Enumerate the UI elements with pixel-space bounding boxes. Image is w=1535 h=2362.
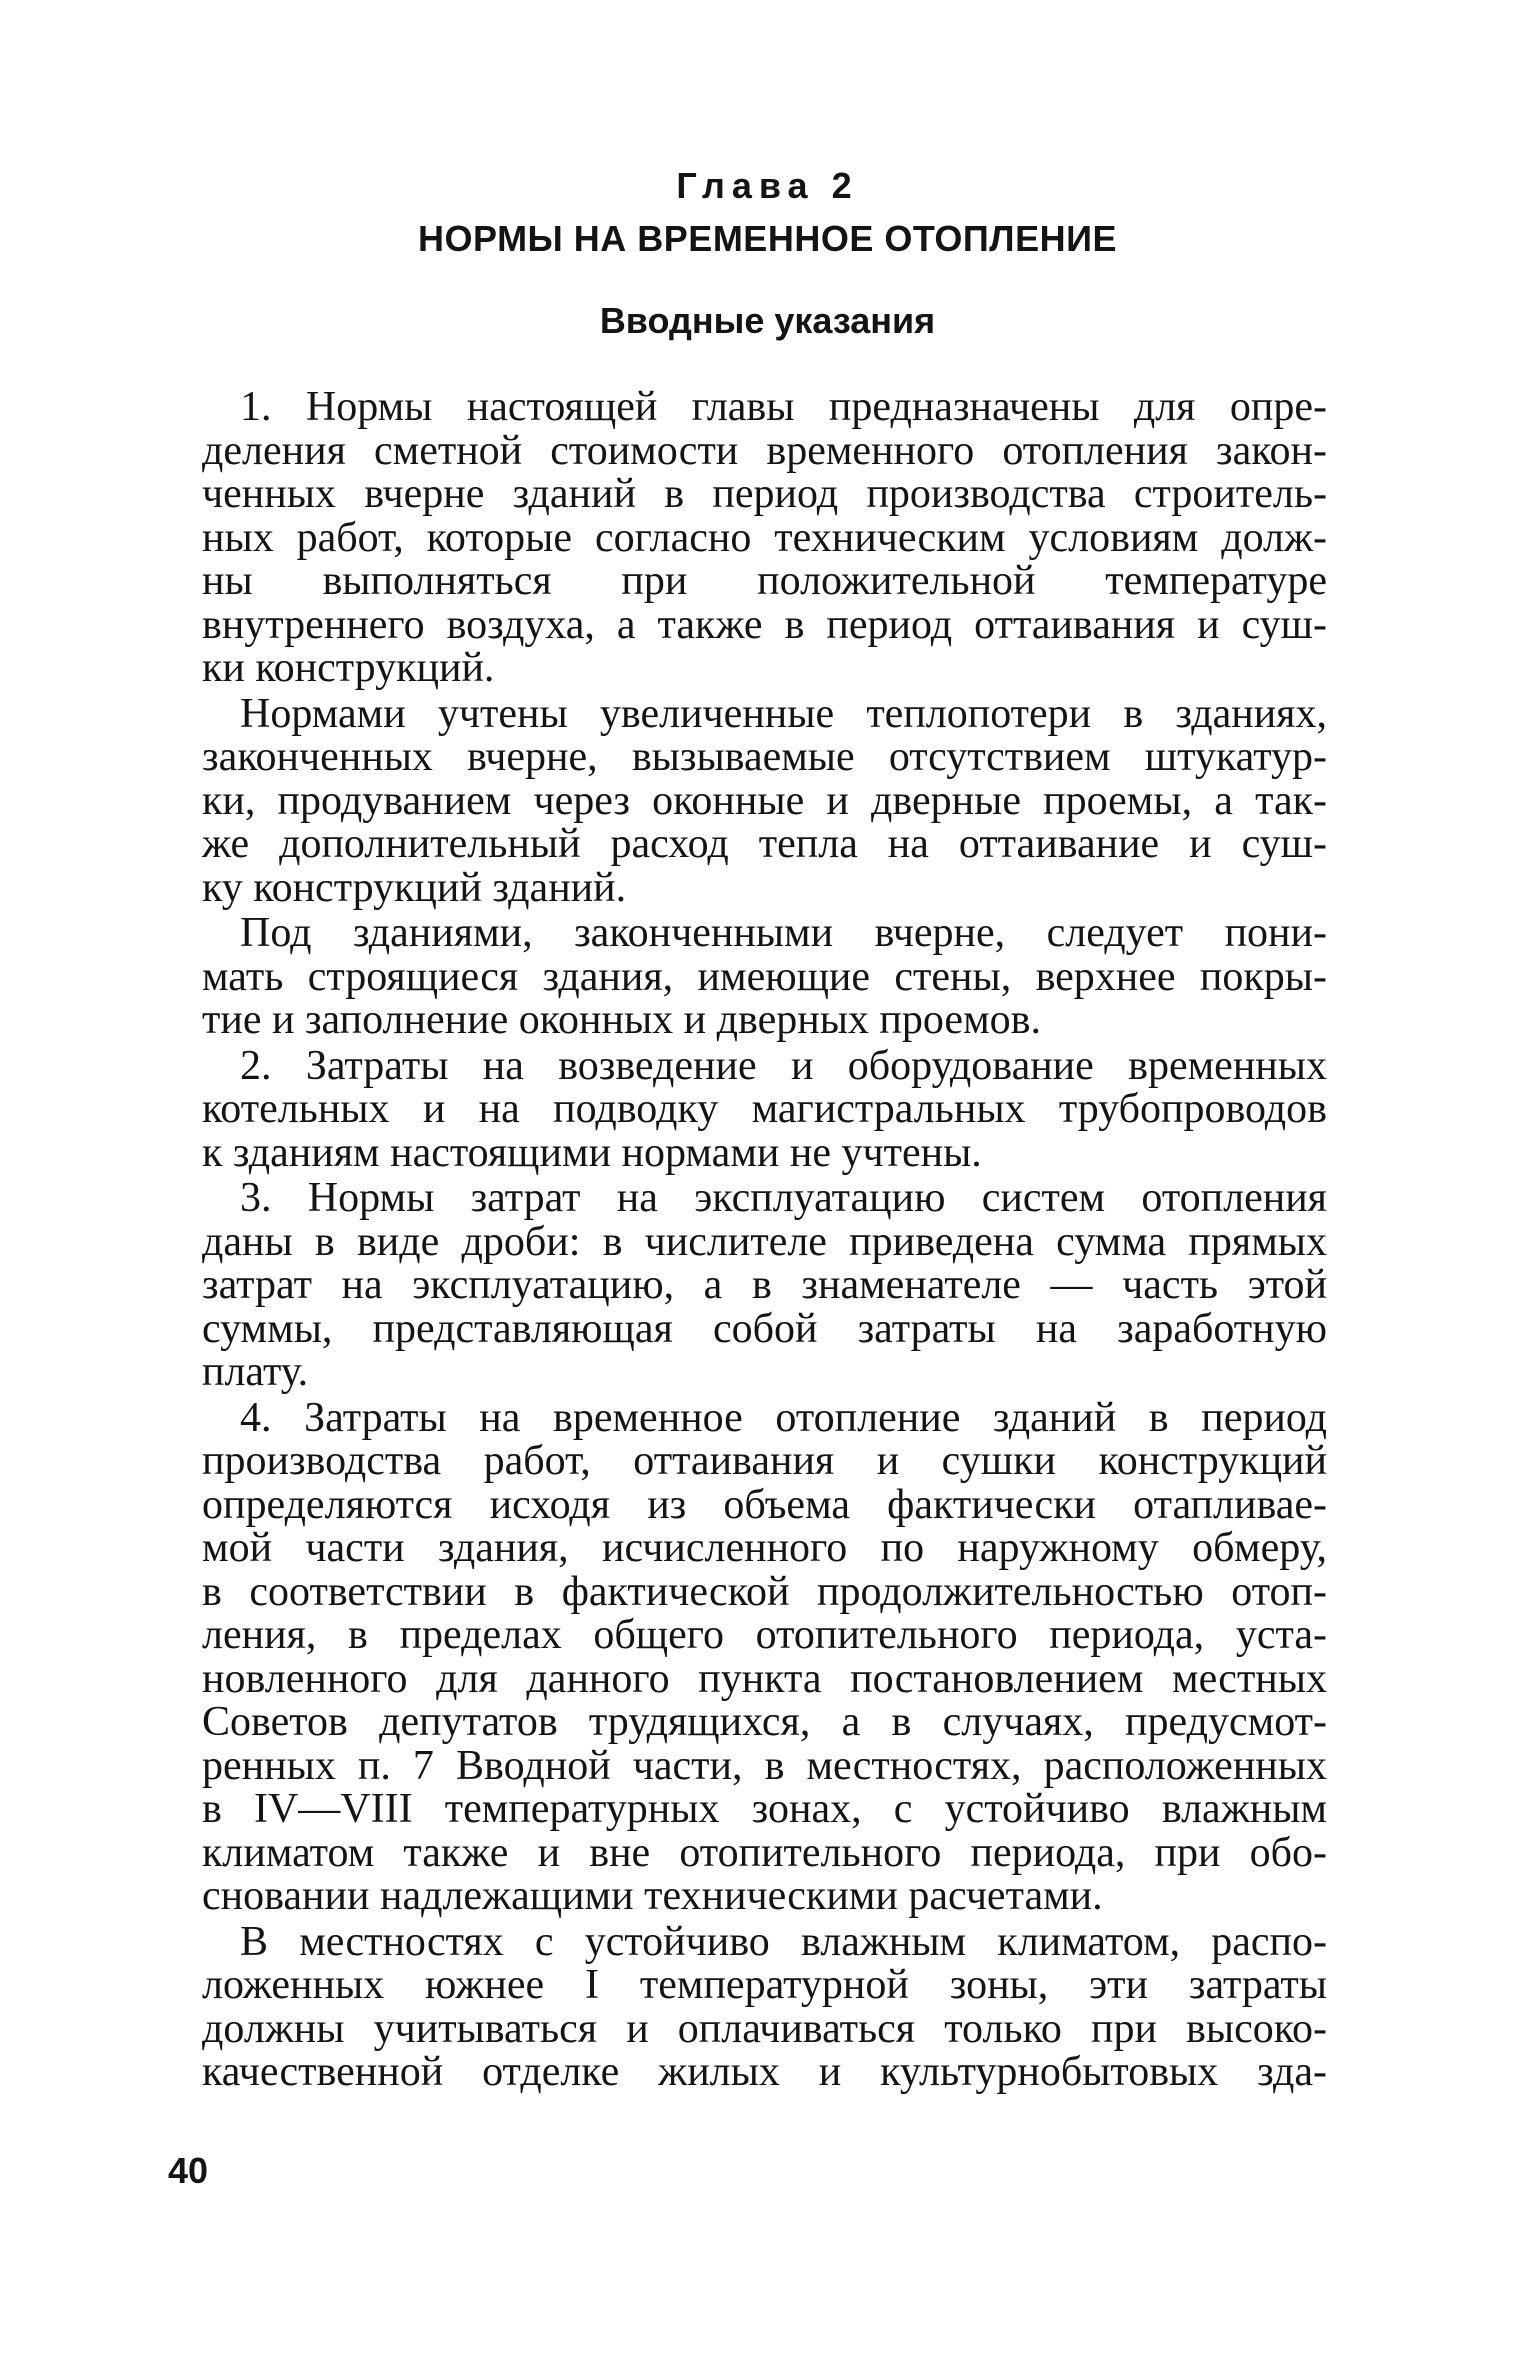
text-line: мой части здания, исчисленного по наружному обмеру, (202, 1525, 1327, 1571)
text-line: 1. Нормы настоящей главы предназначены для опре- (240, 384, 1327, 430)
body-text (202, 386, 1327, 2095)
paragraph (202, 1918, 1327, 2095)
text-line: новленного для данного пункта постановлением местных (202, 1655, 1327, 1702)
paragraph (202, 1042, 1327, 1176)
text-line: тие и заполнение оконных и дверных проемов. (202, 997, 1041, 1043)
paragraph (202, 690, 1327, 911)
text-line: в IV—VIII температурных зонах, с устойчиво влажным (202, 1786, 1327, 1832)
text-line: суммы, представляющая собой затраты на заработную (202, 1305, 1327, 1352)
paragraph (202, 1177, 1327, 1395)
text-line: 3. Нормы затрат на эксплуатацию систем отопления (240, 1175, 1327, 1221)
text-line: 2. Затраты на возведение и оборудование временных (240, 1042, 1327, 1089)
section-title: Вводные указания (599, 300, 936, 341)
paragraph (202, 912, 1327, 1043)
text-line: ки конструкций. (202, 645, 495, 691)
text-line: затрат на эксплуатацию, а в знаменателе — часть этой (202, 1262, 1327, 1308)
text-line: сновании надлежащими техническими расчетами. (202, 1873, 1103, 1919)
text-line: в соответствии в фактической продолжительностью отоп- (202, 1568, 1327, 1615)
text-line: должны учитываться и оплачиваться только при высоко- (202, 2005, 1327, 2052)
text-line: В местностях с устойчиво влажным климатом, распо- (240, 1918, 1327, 1965)
chapter-title: НОРМЫ НА ВРЕМЕННОЕ ОТОПЛЕНИЕ (418, 218, 1117, 259)
text-line: мать строящиеся здания, имеющие стены, верхнее покры- (202, 953, 1327, 1000)
text-line: ны выполняться при положительной температуре (202, 558, 1327, 604)
text-line: ки, продуванием через оконные и дверные проемы, а так- (202, 777, 1327, 824)
text-line: котельных и на подводку магистральных трубопроводов (202, 1086, 1327, 1132)
text-line: качественной отделке жилых и культурнобытовых зда- (202, 2049, 1327, 2095)
page-number: 40 (168, 2150, 209, 2191)
paragraph (202, 386, 1327, 691)
text-line: ных работ, которые согласно техническим условиям долж- (202, 514, 1327, 561)
text-line: определяются исходя из объема фактически отапливае- (202, 1481, 1327, 1528)
text-line: деления сметной стоимости временного отопления закон- (202, 427, 1327, 474)
text-line: внутреннего воздуха, а также в период оттаивания и суш- (202, 601, 1327, 648)
text-line: плату. (202, 1349, 309, 1395)
text-line: климатом также и вне отопительного периода, при обо- (202, 1829, 1327, 1876)
text-line: Нормами учтены увеличенные теплопотери в зданиях, (240, 690, 1327, 737)
text-line: же дополнительный расход тепла на оттаивание и суш- (202, 821, 1327, 867)
text-line: производства работ, оттаивания и сушки конструкций (202, 1438, 1327, 1484)
text-line: ложенных южнее I температурной зоны, эти затраты (202, 1962, 1327, 2008)
text-line: ренных п. 7 Вводной части, в местностях, расположенных (202, 1742, 1327, 1789)
paragraph (202, 1394, 1327, 1919)
text-line: ку конструкций зданий. (202, 864, 627, 911)
chapter-label: Глава 2 (676, 165, 859, 206)
text-line: Советов депутатов трудящихся, а в случаях, предусмот- (202, 1699, 1327, 1745)
text-line: 4. Затраты на временное отопление зданий в период (240, 1394, 1327, 1441)
text-line: даны в виде дроби: в числителе приведена сумма прямых (202, 1218, 1327, 1265)
text-line: к зданиям настоящими нормами не учтены. (202, 1129, 982, 1176)
text-line: Под зданиями, законченными вчерне, следует пони- (240, 910, 1327, 956)
text-line: ления, в пределах общего отопительного периода, уста- (202, 1612, 1327, 1658)
text-line: ченных вчерне зданий в период производства строитель- (202, 471, 1327, 517)
text-line: законченных вчерне, вызываемые отсутствием штукатур- (202, 734, 1327, 780)
